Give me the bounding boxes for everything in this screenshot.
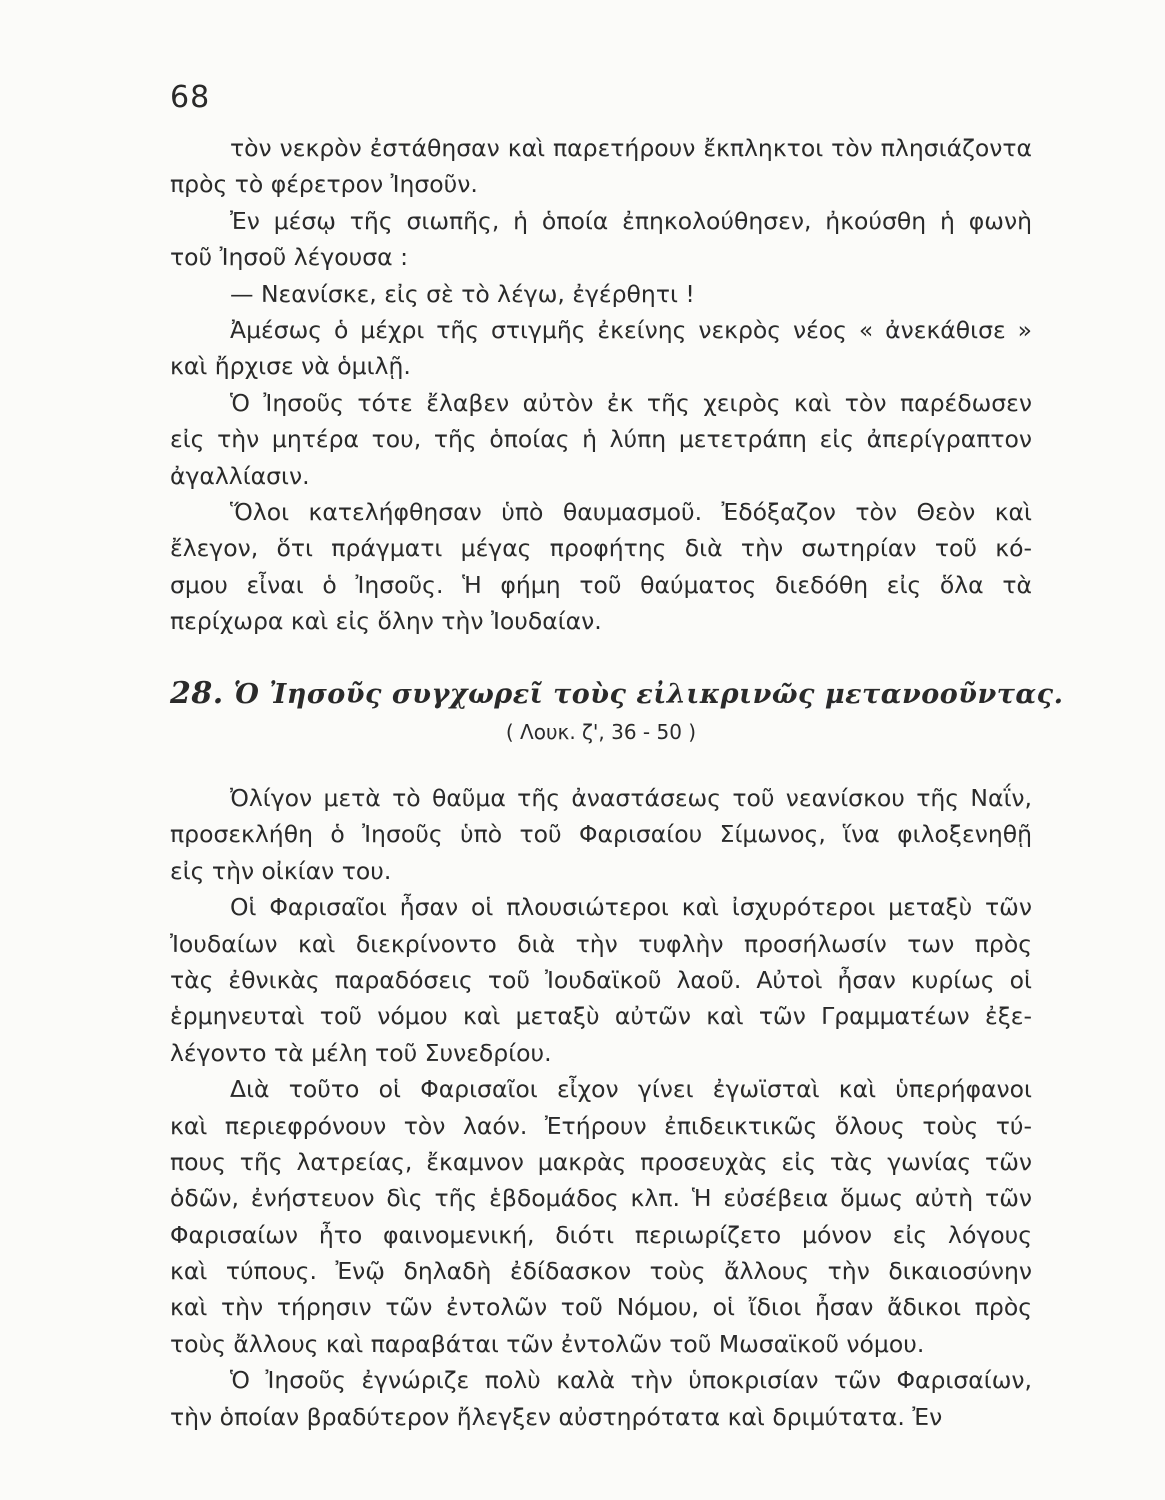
text-line: τοῦ Ἰησοῦ λέγουσα : bbox=[170, 243, 409, 272]
text-line: ἑρμηνευταὶ τοῦ νόμου καὶ μεταξὺ αὐτῶν καὶ τῶν Γραμματέων ἐξε- bbox=[170, 1002, 1032, 1031]
paragraph bbox=[170, 276, 1032, 312]
paragraph bbox=[170, 1362, 1032, 1435]
text-line: — Νεανίσκε, εἰς σὲ τὸ λέγω, ἐγέρθητι ! bbox=[230, 279, 695, 308]
paragraph bbox=[170, 203, 1032, 276]
text-line: Ἰουδαίων καὶ διεκρίνοντο διὰ τὴν τυφλὴν προσήλωσίν των πρὸς bbox=[170, 929, 1032, 958]
text-line: Διὰ τοῦτο οἱ Φαρισαῖοι εἶχον γίνει ἐγωϊσταὶ καὶ ὑπερήφανοι bbox=[230, 1075, 1032, 1104]
body-text-bottom bbox=[170, 780, 1032, 1435]
text-line: Οἱ Φαρισαῖοι ἦσαν οἱ πλουσιώτεροι καὶ ἰσχυρότεροι μεταξὺ τῶν bbox=[230, 893, 1032, 922]
page-number: 68 bbox=[170, 80, 211, 115]
text-line: Ἀμέσως ὁ μέχρι τῆς στιγμῆς ἐκείνης νεκρὸς νέος « ἀνεκάθισε » bbox=[230, 315, 1032, 344]
text-line: τὰς ἐθνικὰς παραδόσεις τοῦ Ἰουδαϊκοῦ λαοῦ. Αὐτοὶ ἦσαν κυρίως οἱ bbox=[170, 965, 1032, 994]
paragraph bbox=[170, 889, 1032, 1071]
paragraph bbox=[170, 1071, 1032, 1362]
paragraph bbox=[170, 385, 1032, 494]
text-line: περίχωρα καὶ εἰς ὅλην τὴν Ἰουδαίαν. bbox=[170, 607, 602, 636]
text-line: Ὁ Ἰησοῦς τότε ἔλαβεν αὐτὸν ἐκ τῆς χειρὸς καὶ τὸν παρέδωσεν bbox=[230, 388, 1032, 417]
text-line: Φαρισαίων ἦτο φαινομενική, διότι περιωρίζετο μόνον εἰς λόγους bbox=[170, 1220, 1032, 1249]
text-line: καὶ περιεφρόνουν τὸν λαόν. Ἐτήρουν ἐπιδεικτικῶς ὅλους τοὺς τύ- bbox=[170, 1111, 1032, 1140]
text-line: καὶ τὴν τήρησιν τῶν ἐντολῶν τοῦ Νόμου, οἱ ἴδιοι ἦσαν ἄδικοι πρὸς bbox=[170, 1293, 1032, 1322]
paragraph bbox=[170, 312, 1032, 385]
text-line: σμου εἶναι ὁ Ἰησοῦς. Ἡ φήμη τοῦ θαύματος διεδόθη εἰς ὅλα τὰ bbox=[170, 570, 1032, 599]
text-line: καὶ τύπους. Ἐνῷ δηλαδὴ ἐδίδασκον τοὺς ἄλλους τὴν δικαιοσύνην bbox=[170, 1257, 1032, 1286]
text-line: τοὺς ἄλλους καὶ παραβάται τῶν ἐντολῶν τοῦ Μωσαϊκοῦ νόμου. bbox=[170, 1329, 925, 1358]
paragraph bbox=[170, 494, 1032, 640]
text-line: Ὅλοι κατελήφθησαν ὑπὸ θαυμασμοῦ. Ἐδόξαζον τὸν Θεὸν καὶ bbox=[230, 497, 1032, 526]
text-line: ἀγαλλίασιν. bbox=[170, 461, 310, 490]
section-number: 28. bbox=[170, 676, 224, 711]
text-line: τὴν ὁποίαν βραδύτερον ἤλεγξεν αὐστηρότατα καὶ δριμύτατα. Ἐν bbox=[170, 1402, 943, 1431]
text-line: προσεκλήθη ὁ Ἰησοῦς ὑπὸ τοῦ Φαρισαίου Σίμωνος, ἵνα φιλοξενηθῇ bbox=[170, 820, 1032, 849]
section-heading bbox=[170, 676, 1064, 711]
text-line: ἔλεγον, ὅτι πράγματι μέγας προφήτης διὰ τὴν σωτηρίαν τοῦ κό- bbox=[170, 534, 1032, 563]
body-text-top bbox=[170, 130, 1032, 639]
text-line: εἰς τὴν μητέρα του, τῆς ὁποίας ἡ λύπη μετετράπη εἰς ἀπερίγραπτον bbox=[170, 425, 1032, 454]
text-line: εἰς τὴν οἰκίαν του. bbox=[170, 856, 392, 885]
text-line: Ὀλίγον μετὰ τὸ θαῦμα τῆς ἀναστάσεως τοῦ νεανίσκου τῆς Ναΐν, bbox=[230, 784, 1032, 812]
paragraph bbox=[170, 130, 1032, 203]
section-title: Ὁ Ἰησοῦς συγχωρεῖ τοὺς εἰλικρινῶς μετανοοῦντας. bbox=[233, 679, 1064, 710]
text-line: καὶ ἤρχισε νὰ ὁμιλῇ. bbox=[170, 352, 411, 381]
text-line: πρὸς τὸ φέρετρον Ἰησοῦν. bbox=[170, 170, 478, 199]
text-line: Ἐν μέσῳ τῆς σιωπῆς, ἡ ὁποία ἐπηκολούθησεν, ἠκούσθη ἡ φωνὴ bbox=[230, 206, 1032, 235]
text-line: λέγοντο τὰ μέλη τοῦ Συνεδρίου. bbox=[170, 1038, 552, 1067]
scripture-reference: ( Λουκ. ζ', 36 - 50 ) bbox=[505, 720, 697, 744]
text-line: πους τῆς λατρείας, ἔκαμνον μακρὰς προσευχὰς εἰς τὰς γωνίας τῶν bbox=[170, 1147, 1032, 1176]
text-line: ὁδῶν, ἐνήστευον δὶς τῆς ἑβδομάδος κλπ. Ἡ εὐσέβεια ὅμως αὐτὴ τῶν bbox=[170, 1184, 1032, 1213]
text-line: Ὁ Ἰησοῦς ἐγνώριζε πολὺ καλὰ τὴν ὑποκρισίαν τῶν Φαρισαίων, bbox=[230, 1366, 1032, 1395]
text-line: τὸν νεκρὸν ἐστάθησαν καὶ παρετήρουν ἔκπληκτοι τὸν πλησιάζοντα bbox=[230, 134, 1032, 162]
paragraph bbox=[170, 780, 1032, 889]
